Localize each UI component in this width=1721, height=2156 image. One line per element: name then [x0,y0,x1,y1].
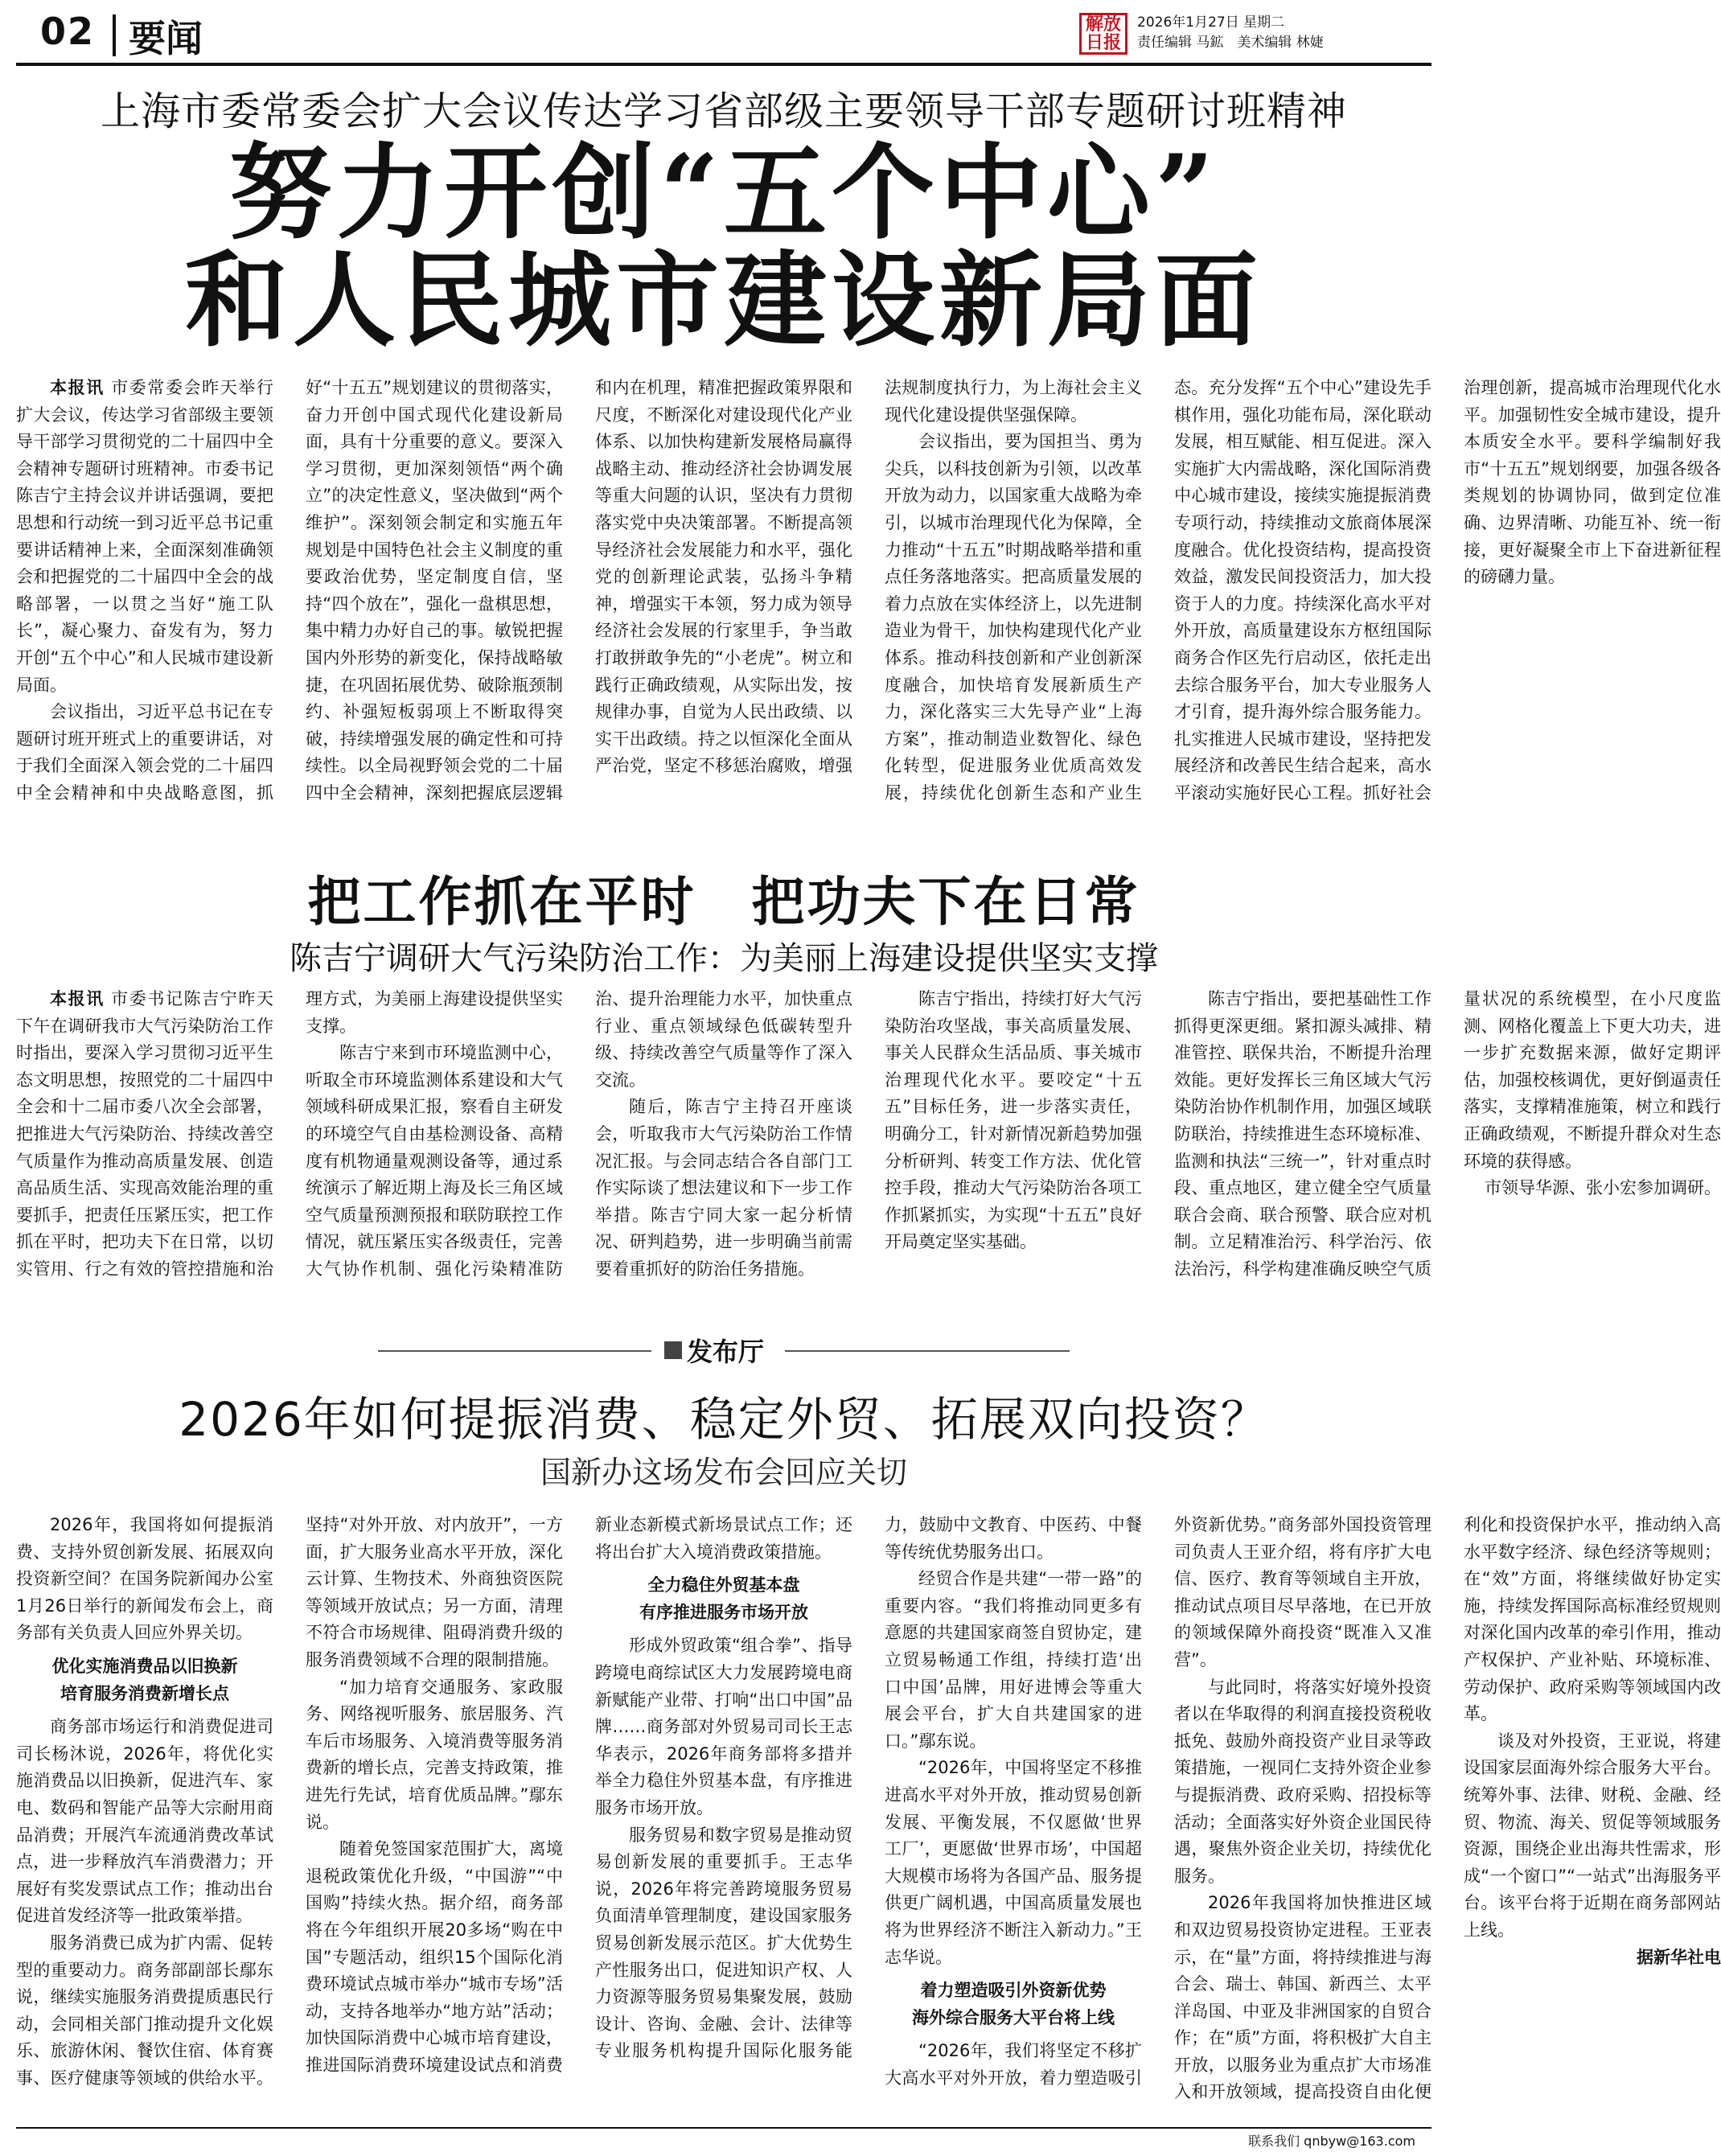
lead-paragraph: 会议指出，习近平总书记在专题研讨班开班式上的重要讲话，对于我们全面深入领会党的二十届四中全会精神和中央战略意图，抓好“十五五”规划建议的贯彻落实，奋力开创中国式现代化建设新局面，具有十分重要的意义。要深入学习贯彻，更加深刻领悟“两个确立”的决定性意义，坚决做到“两个维护”。深刻领会制定和实施五年规划是中国特色社会主义制度的重要政治优势，坚定制度自信，坚持“四个放在”，强化一盘棋思想，集中精力办好自己的事。敏锐把握国内外形势的新变化，保持战略敏捷，在巩固拓展优势、破除瓶颈制约、补强短板弱项上不断取得突破，持续增强发展的确定性和可持续性。以全局视野领会党的二十届四中全会精神，深刻把握底层逻辑和内在机理，精准把握政策界限和尺度，不断深化对建设现代化产业体系、以加快构建新发展格局赢得战略主动、推动经济社会协调发展等重大问题的认识，坚决有力贯彻落实党中央决策部署。不断提高领导经济社会发展能力和水平，强化党的创新理论武装，弘扬斗争精神，增强实干本领，努力成为领导经济社会发展的行家里手，争当敢打敢拼敢争先的“小老虎”。树立和践行正确政绩观，从实际出发，按规律办事，自觉为人民出政绩、以实干出政绩。持之以恒深化全面从严治党，坚定不移惩治腐败，增强法规制度执行力，为上海社会主义现代化建设提供坚强保障。 [16,378,1142,803]
header-meta [1137,13,1324,53]
section-divider-left [378,1350,651,1352]
article3-paragraph: 2026年我国将加快推进区域和双边贸易投资协定进程。王亚表示，在“量”方面，将持续推进与海合会、瑞士、韩国、新西兰、太平洋岛国、中亚及非洲国家的自贸合作；在“质”方面，将积极扩大自主开放，以服务业为重点扩大市场准入和开放领域，提高投资自由化便利化和投资保护水平，推动纳入高水平数字经济、绿色经济等规则；在“效”方面，将继续做好协定实施，持续发挥国际高标准经贸规则对深化国内改革的牵引作用，推动产权保护、产业补贴、环境标准、劳动保护、政府采购等领域国内改革。 [1174,1515,1721,2102]
article3-subheading: 着力塑造吸引外资新优势 海外综合服务大平台将上线 [912,1981,1115,2027]
editors-line: 责任编辑 马鉱 美术编辑 林婕 [1137,35,1324,51]
footer-rule [16,2127,1431,2129]
article3-source: 据新华社电 [1637,1947,1721,1967]
article3-body [16,1512,1721,2111]
article2-byline: 市领导华源、张小宏参加调研。 [1485,1178,1721,1198]
article2-paragraph: 陈吉宁指出，持续打好大气污染防治攻坚战，事关高质量发展、事关人民群众生活品质、事关城市治理现代化水平。要咬定“十五五”目标任务，进一步落实责任，明确分工，针对新情况新趋势加强分析研判、转变工作方法、优化管控手段，推动大气污染防治各项工作抓紧抓实，为实现“十五五”良好开局奠定坚实基础。 [885,989,1142,1252]
lead-paragraph: 本报讯 市委常委会昨天举行扩大会议，传达学习省部级主要领导干部学习贯彻党的二十届四中全会精神专题研讨班精神。市委书记陈吉宁主持会议并讲话强调，要把思想和行动统一到习近平总书记重要讲话精神上来，全面深刻准确领会和把握党的二十届四中全会的战略部署，一以贯之当好“施工队长”，凝心聚力、奋发有为，努力开创“五个中心”和人民城市建设新局面。 [16,378,273,695]
page-header [16,10,1431,66]
article3-paragraph: 形成外贸政策“组合拳”、指导跨境电商综试区大力发展跨境电商新赋能产业带、打响“出口中国”品牌……商务部对外贸易司司长王志华表示，2026年商务部将多措并举全力稳住外贸基本盘，有序推进服务市场开放。 [595,1636,852,1817]
article2-body [16,986,1721,1308]
section-name: 要闻 [129,17,203,60]
lead-paragraph: 会议指出，要为国担当、勇为尖兵，以科技创新为引领，以改革开放为动力，以国家重大战略为牵引，以城市治理现代化为保障，全力推动“十五五”时期战略举措和重点任务落地落实。把高质量发展的着力点放在实体经济上，以先进制造业为骨干，加快构建现代化产业体系。推动科技创新和产业创新深度融合，加快培育发展新质生产力，深化落实三大先导产业“上海方案”，推动制造业数智化、绿色化转型，促进服务业优质高效发展，持续优化创新生态和产业生态。充分发挥“五个中心”建设先手棋作用，强化功能布局，深化联动发展，相互赋能、相互促进。深入实施扩大内需战略，深化国际消费中心城市建设，接续实施提振消费专项行动，持续推动文旅商体展深度融合。优化投资结构，提高投资效益，激发民间投资活力，加大投资于人的力度。持续深化高水平对外开放，高质量建设东方枢纽国际商务合作区先行启动区，依托走出去综合服务平台，加大专业服务人才引育，提升海外综合服务能力。扎实推进人民城市建设，坚持把发展经济和改善民生结合起来，高水平滚动实施好民心工程。抓好社会治理创新，提高城市治理现代化水平。加强韧性安全城市建设，提升本质安全水平。要科学编制好我市“十五五”规划纲要，加强各级各类规划的协调协同，做到定位准确、边界清晰、功能互补、统一衔接，更好凝聚全市上下奋进新征程的磅礴力量。 [885,378,1721,803]
article3-paragraph: 与此同时，将落实好境外投资者以在华取得的利润直接投资税收抵免、鼓励外商投资产业目录等政策措施，一视同仁支持外资企业参与提振消费、政府采购、招投标等活动；全面落实好外资企业国民待遇，聚焦外资企业关切，持续优化服务。 [1174,1677,1431,1886]
article3-paragraph: 服务消费已成为扩内需、促转型的重要动力。商务部副部长鄢东说，继续实施服务消费提质惠民行动，会同相关部门推动提升文化娱乐、旅游休闲、餐饮住宿、体育赛事、医疗健康等领域的供给水平。坚持“对外开放、对内放开”，一方面，扩大服务业高水平开放，深化云计算、生物技术、外商独资医院等领域开放试点；另一方面，清理不符合市场规律、阻碍消费升级的服务消费领域不合理的限制措施。 [16,1515,563,2088]
article3-subheading: 优化实施消费品以旧换新 培育服务消费新增长点 [51,1656,238,1703]
article2-paragraph: 陈吉宁来到市环境监测中心，听取全市环境监测体系建设和大气领域科研成果汇报，察看自主研发的环境空气自由基检测设备、高精度有机物通量观测设备等，通过系统演示了解近期上海及长三角区域空气质量预测预报和联防联控工作情况，就压紧压实各级责任，完善大气协作机制、强化污染精准防治、提升治理能力水平，加快重点行业、重点领域绿色低碳转型升级、持续改善空气质量等作了深入交流。 [306,989,852,1279]
article3-paragraph: “加力培育交通服务、家政服务、网络视听服务、旅居服务、汽车后市场服务、入境消费等服务消费新的增长点，完善支持政策，推进先行先试，培育优质品牌。”鄢东说。 [306,1677,563,1832]
article2-headline: 把工作抓在平时 把功夫下在日常 [307,871,1140,933]
lead-headline-line2: 和人民城市建设新局面 [184,240,1263,361]
article3-paragraph: 谈及对外投资，王亚说，将建设国家层面海外综合服务大平台。统筹外事、法律、财税、金融、经贸、物流、海关、贸促等领域服务资源，围绕企业出海共性需求，形成“一个窗口”“一站式”出海服务平台。该平台将于近期在商务部网站上线。 [1464,1731,1721,1940]
article3-subhead: 国新办这场发布会回应关切 [540,1455,907,1490]
header-separator [113,14,116,56]
article3-paragraph: 随着免签国家范围扩大，离境退税政策优化升级，“中国游”“中国购”持续火热。据介绍，商务部将在今年组织开展20多场“购在中国”专题活动，组织15个国际化消费环境试点城市举办“城市专场”活动，支持各地举办“地方站”活动；加快国际消费中心城市培育建设，推进国际消费环境建设试点和消费新业态新模式新场景试点工作；还将出台扩大入境消费政策措施。 [306,1515,852,2075]
masthead-logo: 解放日报 [1079,13,1127,55]
article2-paragraph: 陈吉宁指出，要把基础性工作抓得更深更细。紧扣源头减排、精准管控、联保共治，不断提升治理效能。更好发挥长三角区域大气污染防治协作机制作用，加强区域联防联治，持续推进生态环境标准、监测和执法“三统一”，针对重点时段、重点地区，建立健全空气质量联合会商、联合预警、联合应对机制。立足精准治污、科学治污、依法治污，科学构建准确反映空气质量状况的系统模型，在小尺度监测、网格化覆盖上下更大功夫，进一步扩充数据来源，做好定期评估，加强校核调优，更好倒逼责任落实，支撑精准施策，树立和践行正确政绩观，不断提升群众对生态环境的获得感。 [1174,989,1721,1279]
article2-subhead: 陈吉宁调研大气污染防治工作：为美丽上海建设提供坚实支撑 [290,940,1158,977]
lead-kicker: 上海市委常委会扩大会议传达学习省部级主要领导干部专题研讨班精神 [100,88,1347,134]
issue-date: 2026年1月27日 星期二 [1137,14,1285,31]
article3-paragraph: 2026年，我国将如何提振消费、支持外贸创新发展、拓展双向投资新空间？在国务院新闻办公室1月26日举行的新闻发布会上，商务部有关负责人回应外界关切。 [16,1515,273,1643]
article3-paragraph: “2026年，中国将坚定不移推进高水平对外开放，推动贸易创新发展、平衡发展，不仅愿做‘世界工厂’，更愿做‘世界市场’，中国超大规模市场将为各国产品、服务提供更广阔机遇，中国高质量发展也将为世界经济不断注入新动力。”王志华说。 [885,1758,1142,1967]
article2-paragraph: 随后，陈吉宁主持召开座谈会，听取我市大气污染防治工作情况汇报。与会同志结合各自部门工作实际谈了想法建议和下一步工作举措。陈吉宁同大家一起分析情况、研判趋势，进一步明确当前需要着重抓好的防治任务措施。 [595,1097,852,1279]
lead-headline-line1: 努力开创“五个中心” [228,133,1219,253]
article2-paragraph: 本报讯 市委书记陈吉宁昨天下午在调研我市大气污染防治工作时指出，要深入学习贯彻习近平生态文明思想，按照党的二十届四中全会和十二届市委八次全会部署，把推进大气污染防治、持续改善空气质量作为推动高质量发展、创造高品质生活、实现高效能治理的重要抓手，把责任压紧压实，把工作抓在平时，把功夫下在日常，以切实管用、行之有效的管控措施和治理方式，为美丽上海建设提供坚实支撑。 [16,989,563,1279]
article3-paragraph: 服务贸易和数字贸易是推动贸易创新发展的重要抓手。王志华说，2026年将完善跨境服务贸易负面清单管理制度，建设国家服务贸易创新发展示范区。扩大优势生产性服务出口，促进知识产权、人力资源等服务贸易集聚发展，鼓励设计、咨询、金融、会计、法律等专业服务机构提升国际化服务能力，鼓励中文教育、中医药、中餐等传统优势服务出口。 [595,1515,1142,2061]
article3-paragraph: 商务部市场运行和消费促进司司长杨沐说，2026年，将优化实施消费品以旧换新，促进汽车、家电、数码和智能产品等大宗耐用商品消费；开展汽车流通消费改革试点，进一步释放汽车消费潜力；开展好有奖发票试点工作；推动出台促进首发经济等一批政策举措。 [16,1717,273,1926]
page-number: 02 [40,10,96,53]
section-divider-right [785,1350,1070,1352]
footer-contact: 联系我们 qnbyw@163.com [1248,2133,1415,2149]
article3-headline: 2026年如何提振消费、稳定外贸、拓展双向投资？ [179,1392,1269,1447]
square-bullet-icon [664,1341,682,1359]
article3-paragraph: 经贸合作是共建“一带一路”的重要内容。“我们将推动同更多有意愿的共建国家商签自贸协定，建立贸易畅通工作组，持续打造‘出口中国’品牌，用好进博会等重大展会平台，扩大自共建国家的进口。”鄢东说。 [885,1569,1142,1751]
article3-paragraph: “2026年，我们将坚定不移扩大高水平对外开放，着力塑造吸引外资新优势。”商务部外国投资管理司负责人王亚介绍，将有序扩大电信、医疗、教育等领域自主开放，推动试点项目尽早落地，在已开放的领域保障外商投资“既准入又准营”。 [885,1515,1431,2088]
article3-subheading: 全力稳住外贸基本盘 有序推进服务市场开放 [639,1575,808,1622]
section-label: 发布厅 [664,1332,764,1369]
header-rule [16,63,1431,66]
lead-article-body [16,375,1721,833]
